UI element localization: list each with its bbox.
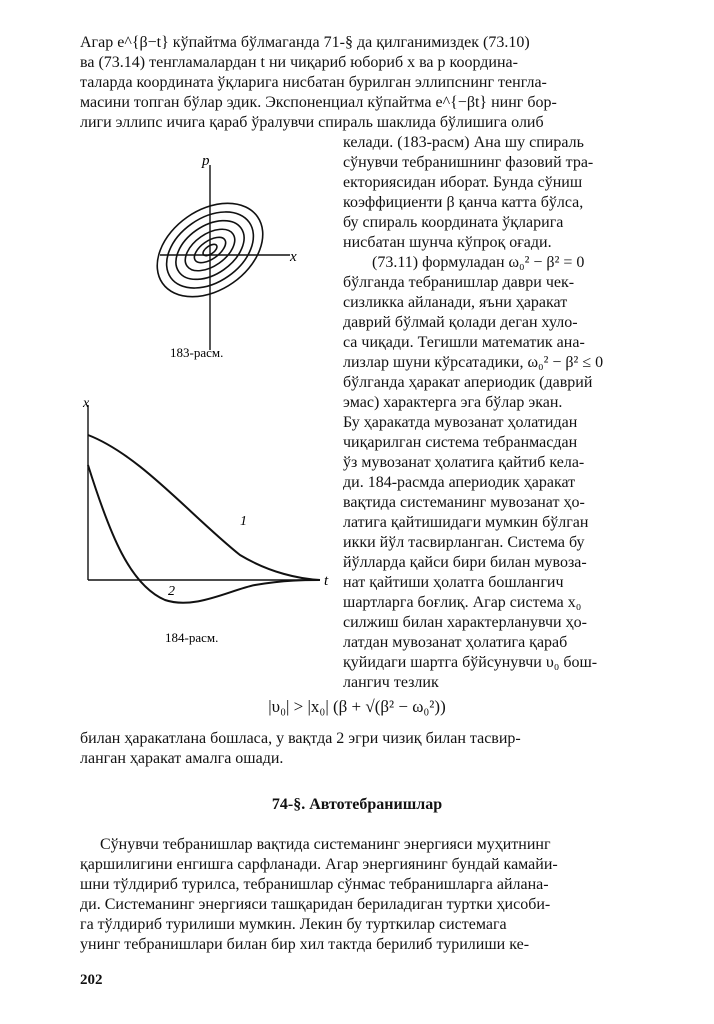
paragraph2-side-line-5: са чиқади. Тегишли математик ана-: [343, 334, 585, 351]
figure184-curve-1-label: 1: [240, 514, 247, 529]
paragraph2-side-line-22: лангич тезлик: [343, 674, 439, 691]
paragraph2-side-line-15: икки йўл тасвирланган. Система бу: [343, 534, 585, 551]
figure184-curve-2: [88, 465, 320, 603]
figure183-axis-y-label: p: [202, 153, 210, 169]
paragraph1-side-line-1: келади. (183-расм) Ана шу спираль: [343, 134, 584, 151]
paragraph1-side-line-2: сўнувчи тебранишнинг фазовий тра-: [343, 154, 594, 171]
paragraph2-side-line-4: даврий бўлмай қолади деган хуло-: [343, 314, 578, 331]
paragraph2-side-line-16: йўлларда қайси бири билан мувоза-: [343, 554, 587, 571]
paragraph1-line-3: таларда координата ўқларига нисбатан бурилган эллипснинг тенгла-: [80, 74, 547, 91]
paragraph2-side-line-13: вақтида системанинг мувозанат ҳо-: [343, 494, 585, 511]
figure183-spiral: [150, 184, 280, 316]
paragraph3-line-2: қаршилигини енгишга сарфланади. Агар энергиянинг бундай камайи-: [80, 856, 558, 873]
paragraph2-side-line-19: силжиш билан характерланувчи ҳо-: [343, 614, 587, 631]
section-title: 74-§. Автотебранишлар: [271, 796, 443, 813]
paragraph1-line-2: ва (73.14) тенгламалардан t ни чиқариб юбориб x ва p координа-: [80, 54, 518, 71]
figure184-curve-2-label: 2: [168, 584, 175, 599]
paragraph2-side-line-17: нат қайтиши ҳолатга бошлангич: [343, 574, 564, 591]
paragraph2-after-line-2: ланган ҳаракат амалга ошади.: [80, 750, 284, 767]
paragraph2-side-line-14: латига қайтишидаги мумкин бўлган: [343, 514, 589, 531]
paragraph2-side-line-11: ўз мувозанат ҳолатига қайтиб кела-: [343, 454, 585, 471]
paragraph2-side-line-20: латдан мувозанат ҳолатига қараб: [343, 634, 568, 651]
paragraph3-line-1: Сўнувчи тебранишлар вақтида системанинг энергияси муҳитнинг: [100, 836, 551, 853]
figure184-axis-t-label: t: [324, 573, 329, 589]
figure184-caption: 184-расм.: [165, 630, 219, 645]
paragraph2-side-line-3: сизликка айланади, яъни ҳаракат: [343, 294, 568, 311]
paragraph2-side-line-9: Бу ҳаракатда мувозанат ҳолатидан: [343, 414, 578, 431]
paragraph2-side-line-7: бўлганда ҳаракат апериодик (даврий: [343, 374, 593, 391]
paragraph3-line-6: унинг тебранишлари билан бир хил тактда берилиб турилиши ке-: [80, 936, 530, 953]
paragraph1-side-line-3: екториясидан иборат. Бунда сўниш: [343, 174, 583, 191]
paragraph2-after-line-1: билан ҳаракатлана бошласа, у вақтда 2 эгри чизиқ билан тасвир-: [80, 730, 521, 747]
paragraph1-side-line-5: бу спираль координата ўқларига: [343, 214, 564, 231]
figure-184: [80, 395, 340, 655]
paragraph1-line-1: Агар е^{β−t} кўпайтма бўлмаганда 71-§ да қилганимиздек (73.10): [80, 34, 530, 51]
paragraph2-side-line-18: шартларга боғлиқ. Агар система x₀: [343, 594, 582, 611]
figure184-axis-y-label: x: [83, 396, 90, 411]
paragraph2-side-line-2: бўлганда тебранишлар даври чек-: [343, 274, 575, 291]
paragraph2-side-line-12: ди. 184-расмда апериодик ҳаракат: [343, 474, 576, 491]
paragraph2-side-line-1: (73.11) формуладан ω₀² − β² = 0: [372, 254, 585, 271]
paragraph3-line-3: шни тўлдириб турилса, тебранишлар сўнмас тебранишларга айлана-: [80, 876, 549, 893]
figure183-axis-x-label: x: [290, 249, 297, 265]
formula: |υ₀| > |x₀| (β + √(β² − ω₀²)): [268, 697, 446, 716]
paragraph2-side-line-10: чиқарилган система тебранмасдан: [343, 434, 578, 451]
paragraph2-side-line-8: эмас) характерга эга бўлар экан.: [343, 394, 563, 411]
figure-183: [150, 145, 310, 365]
paragraph2-side-line-6: лизлар шуни кўрсатадики, ω₀² − β² ≤ 0: [343, 354, 604, 371]
paragraph1-side-line-6: нисбатан шунча кўпроқ оғади.: [343, 234, 552, 251]
paragraph1-line-5: лиги эллипс ичига қараб ўралувчи спираль шаклида бўлишига олиб: [80, 114, 544, 131]
paragraph1-side-line-4: коэффициенти β қанча катта бўлса,: [343, 194, 584, 211]
paragraph3-line-4: ди. Системанинг энергияси ташқаридан бериладиган туртки ҳисоби-: [80, 896, 551, 913]
figure184-curve-1: [88, 435, 320, 580]
figure183-caption: 183-расм.: [170, 345, 224, 360]
paragraph1-line-4: масини топган бўлар эдик. Экспоненциал кўпайтма e^{−βt} нинг бор-: [80, 94, 557, 111]
paragraph3-line-5: га тўлдириб турилиши мумкин. Лекин бу турткилар системага: [80, 916, 507, 933]
page-number: 202: [80, 972, 103, 988]
paragraph2-side-line-21: қуйидаги шартга бўйсунувчи υ₀ бош-: [343, 654, 598, 671]
